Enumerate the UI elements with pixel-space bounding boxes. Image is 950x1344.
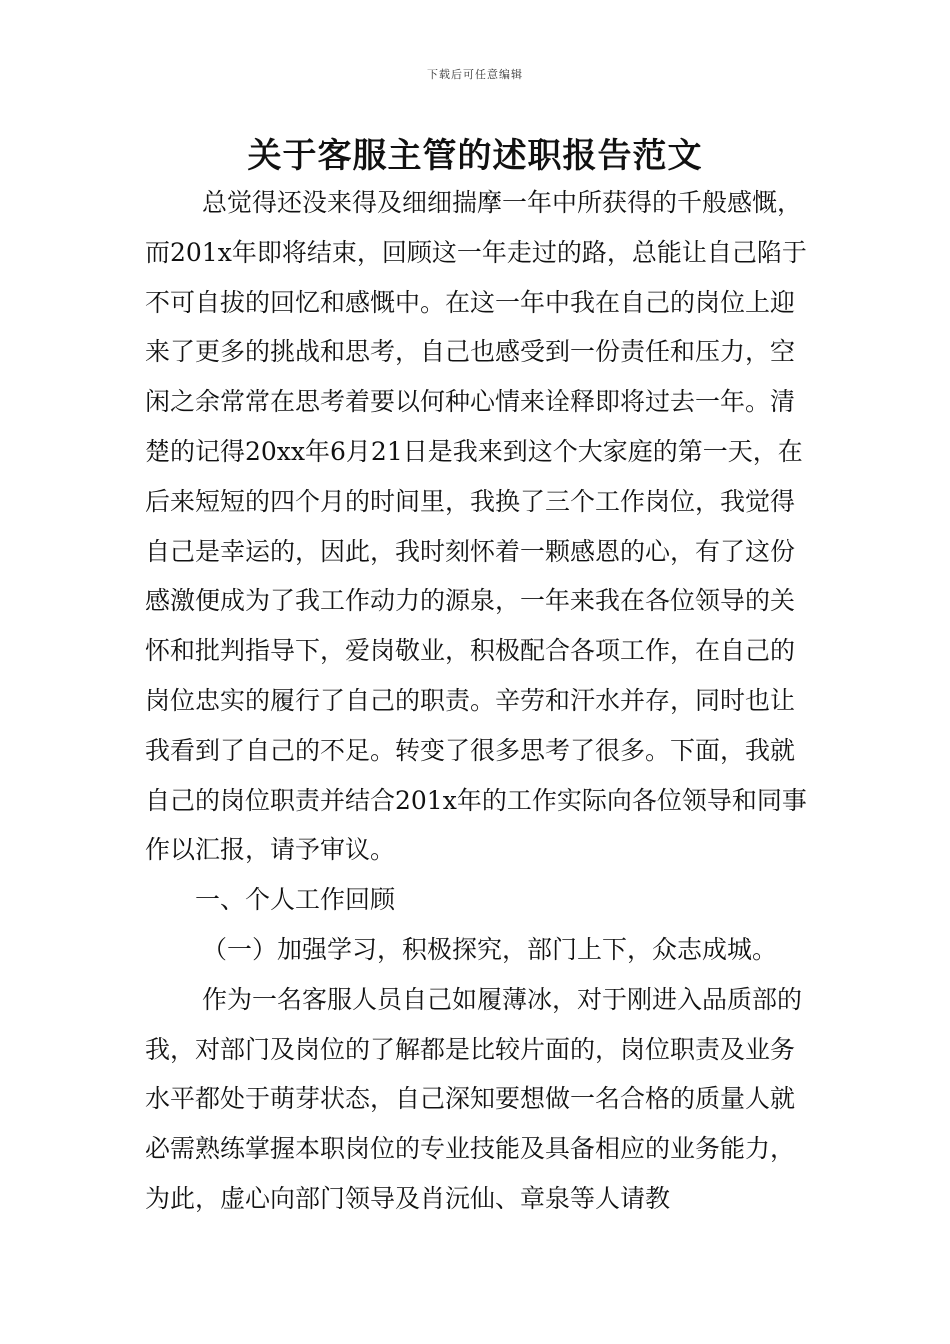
intro-paragraph: 总觉得还没来得及细细揣摩一年中所获得的千般感慨，而201x年即将结束，回顾这一年走过的路，总能让自己陷于不可自拔的回忆和感慨中。在这一年中我在自己的岗位上迎来了更多的挑战和思考，自己也感受到一份责任和压力，空闲之余常常在思考着要以何种心情来诠释即将过去一年。清楚的记得20xx年6月21日是我来到这个大家庭的第一天，在后来短短的四个月的时间里，我换了三个工作岗位，我觉得自己是幸运的，因此，我时刻怀着一颗感恩的心，有了这份感激便成为了我工作动力的源泉，一年来我在各位领导的关怀和批判指导下，爱岗敬业，积极配合各项工作，在自己的岗位忠实的履行了自己的职责。辛劳和汗水并存，同时也让我看到了自己的不足。转变了很多思考了很多。下面，我就自己的岗位职责并结合201x年的工作实际向各位领导和同事作以汇报，请予审议。 bbox=[145, 188, 807, 865]
document-body bbox=[145, 178, 811, 1224]
body-paragraph: 作为一名客服人员自己如履薄冰，对于刚进入品质部的我，对部门及岗位的了解都是比较片面的，岗位职责及业务水平都处于萌芽状态，自己深知要想做一名合格的质量人就必需熟练掌握本职岗位的专业技能及具备相应的业务能力，为此，虚心向部门领导及肖沅仙、章泉等人请教 bbox=[145, 984, 803, 1213]
header-note: 下载后可任意编辑 bbox=[427, 68, 523, 81]
document-title: 关于客服主管的述职报告范文 bbox=[247, 136, 703, 176]
subsection-heading: （一）加强学习，积极探究，部门上下，众志成城。 bbox=[202, 934, 778, 964]
section-heading: 一、个人工作回顾 bbox=[195, 885, 396, 915]
